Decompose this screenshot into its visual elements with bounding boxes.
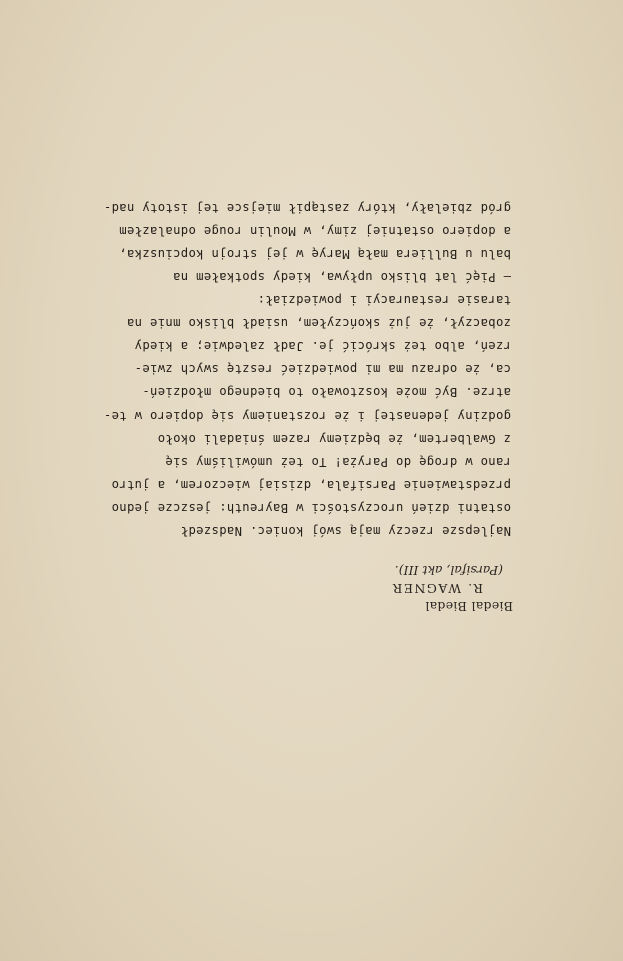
body-text bbox=[101, 196, 511, 542]
text-line: przedstawienie Parsifala, dzisiaj wieczorem, a jutro bbox=[111, 477, 511, 492]
text-line: Najlepsze rzeczy mają swój koniec. Nadszedł bbox=[180, 524, 511, 538]
text-line: rzeń, albo też skrócić je. Jadł zaledwie; a kiedy bbox=[134, 339, 511, 354]
text-line: gród zbielały, który zastąpił miejsce tej istoty nad- bbox=[103, 200, 511, 215]
text-line: balu u Bulliera małą Maryę w jej strojn kopciuszka, bbox=[118, 246, 511, 261]
text-line: ostatni dzień uroczystości w Bayreuth: jeszcze jedno bbox=[111, 500, 511, 515]
epigraph-source: (Parsifal, akt III). bbox=[394, 563, 503, 578]
epigraph bbox=[363, 561, 623, 615]
text-line: rano w drogę do Paryża! To też umówiliśmy się bbox=[165, 454, 511, 469]
epigraph-quote: Biedal Biedal bbox=[425, 599, 513, 614]
epigraph-author: R. WAGNER bbox=[391, 581, 483, 596]
text-line: z Gwalbertem, że będziemy razem śniadali około bbox=[157, 431, 511, 446]
text-line: a dopiero ostatniej zimy, w Moulin rouge odnalazłem bbox=[118, 223, 511, 238]
text-line: zobaczył, że już skończyłem, usiadł blisko mnie na bbox=[126, 316, 511, 331]
text-line: godziny jedenastej i że rozstaniemy się dopiero w te- bbox=[103, 408, 511, 423]
text-line: ca, że odrazu ma mi powiedzieć resztę swych zwie- bbox=[134, 362, 511, 377]
text-line: atrze. Być może kosztowało to biednego młodzień- bbox=[142, 385, 511, 400]
text-line: tarasie restauracyi i powiedział: bbox=[257, 293, 511, 308]
text-line: — Pięć lat blisko upływa, kiedy spotkałem na bbox=[172, 269, 511, 284]
